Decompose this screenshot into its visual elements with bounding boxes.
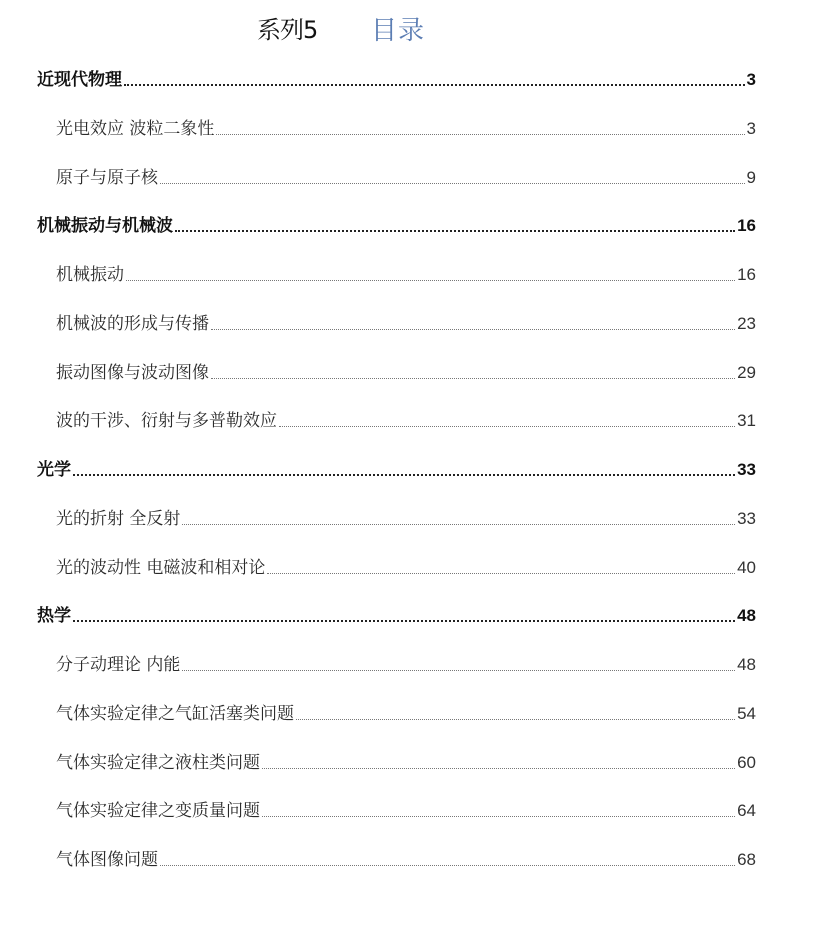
toc-entry-page: 60 <box>737 753 756 772</box>
toc-entry-chapter[interactable] <box>37 67 756 91</box>
toc-entry-label: 光学 <box>37 460 71 480</box>
dot-leader <box>267 573 735 574</box>
dot-leader <box>124 84 745 86</box>
toc-entry-page: 64 <box>737 801 756 820</box>
toc-entry-page: 31 <box>737 411 756 430</box>
series-label: 系列5 <box>257 16 318 44</box>
dot-leader <box>216 134 744 135</box>
toc-entry-chapter[interactable] <box>37 457 756 481</box>
toc-entry-label: 气体实验定律之变质量问题 <box>56 801 260 821</box>
dot-leader <box>262 768 735 769</box>
toc-entry-page: 33 <box>737 460 756 479</box>
toc-entry-page: 40 <box>737 558 756 577</box>
dot-leader <box>160 183 745 184</box>
toc-entry-section[interactable] <box>56 555 756 579</box>
dot-leader <box>160 865 735 866</box>
toc-entry-page: 16 <box>737 265 756 284</box>
dot-leader <box>182 670 735 671</box>
toc-entry-section[interactable] <box>56 652 756 676</box>
toc-entry-page: 33 <box>737 509 756 528</box>
document-header <box>0 10 828 54</box>
toc-entry-label: 气体图像问题 <box>56 850 158 870</box>
toc-entry-section[interactable] <box>56 506 756 530</box>
dot-leader <box>182 524 735 525</box>
toc-entry-page: 16 <box>737 216 756 235</box>
toc-entry-section[interactable] <box>56 116 756 140</box>
toc-entry-section[interactable] <box>56 165 756 189</box>
toc-entry-label: 光电效应 波粒二象性 <box>56 119 215 139</box>
toc-entry-page: 48 <box>737 655 756 674</box>
toc-entry-label: 近现代物理 <box>37 70 122 90</box>
toc-entry-label: 气体实验定律之液柱类问题 <box>56 753 260 773</box>
toc-entry-section[interactable] <box>56 360 756 384</box>
toc-entry-label: 光的折射 全反射 <box>56 509 181 529</box>
dot-leader <box>211 329 735 330</box>
toc-entry-section[interactable] <box>56 408 756 432</box>
toc-entry-page: 54 <box>737 704 756 723</box>
toc-entry-section[interactable] <box>56 798 756 822</box>
toc-entry-section[interactable] <box>56 750 756 774</box>
toc-entry-label: 振动图像与波动图像 <box>56 363 209 383</box>
toc-entry-page: 3 <box>746 70 756 89</box>
toc-entry-label: 机械振动与机械波 <box>37 216 173 236</box>
dot-leader <box>126 280 735 281</box>
toc-entry-section[interactable] <box>56 311 756 335</box>
toc-entry-label: 光的波动性 电磁波和相对论 <box>56 558 266 578</box>
dot-leader <box>175 230 735 232</box>
dot-leader <box>73 620 735 622</box>
toc-entry-page: 9 <box>746 168 756 187</box>
toc-entry-page: 3 <box>746 119 756 138</box>
dot-leader <box>262 816 735 817</box>
toc-entry-label: 机械波的形成与传播 <box>56 314 209 334</box>
toc-entry-chapter[interactable] <box>37 213 756 237</box>
dot-leader <box>73 474 735 476</box>
toc-entry-label: 原子与原子核 <box>56 168 158 188</box>
toc-entry-section[interactable] <box>56 262 756 286</box>
toc-entry-page: 68 <box>737 850 756 869</box>
dot-leader <box>211 378 735 379</box>
toc-entry-section[interactable] <box>56 701 756 725</box>
toc-entry-label: 气体实验定律之气缸活塞类问题 <box>56 704 294 724</box>
toc-entry-label: 热学 <box>37 606 71 626</box>
toc-entry-label: 波的干涉、衍射与多普勒效应 <box>56 411 277 431</box>
toc-entry-page: 23 <box>737 314 756 333</box>
toc-entry-page: 29 <box>737 363 756 382</box>
toc-entry-section[interactable] <box>56 847 756 871</box>
page-title: 目录 <box>371 16 426 46</box>
toc-entry-label: 机械振动 <box>56 265 124 285</box>
toc-entry-chapter[interactable] <box>37 603 756 627</box>
toc-entry-page: 48 <box>737 606 756 625</box>
dot-leader <box>296 719 735 720</box>
toc-entry-label: 分子动理论 内能 <box>56 655 181 675</box>
dot-leader <box>279 426 735 427</box>
